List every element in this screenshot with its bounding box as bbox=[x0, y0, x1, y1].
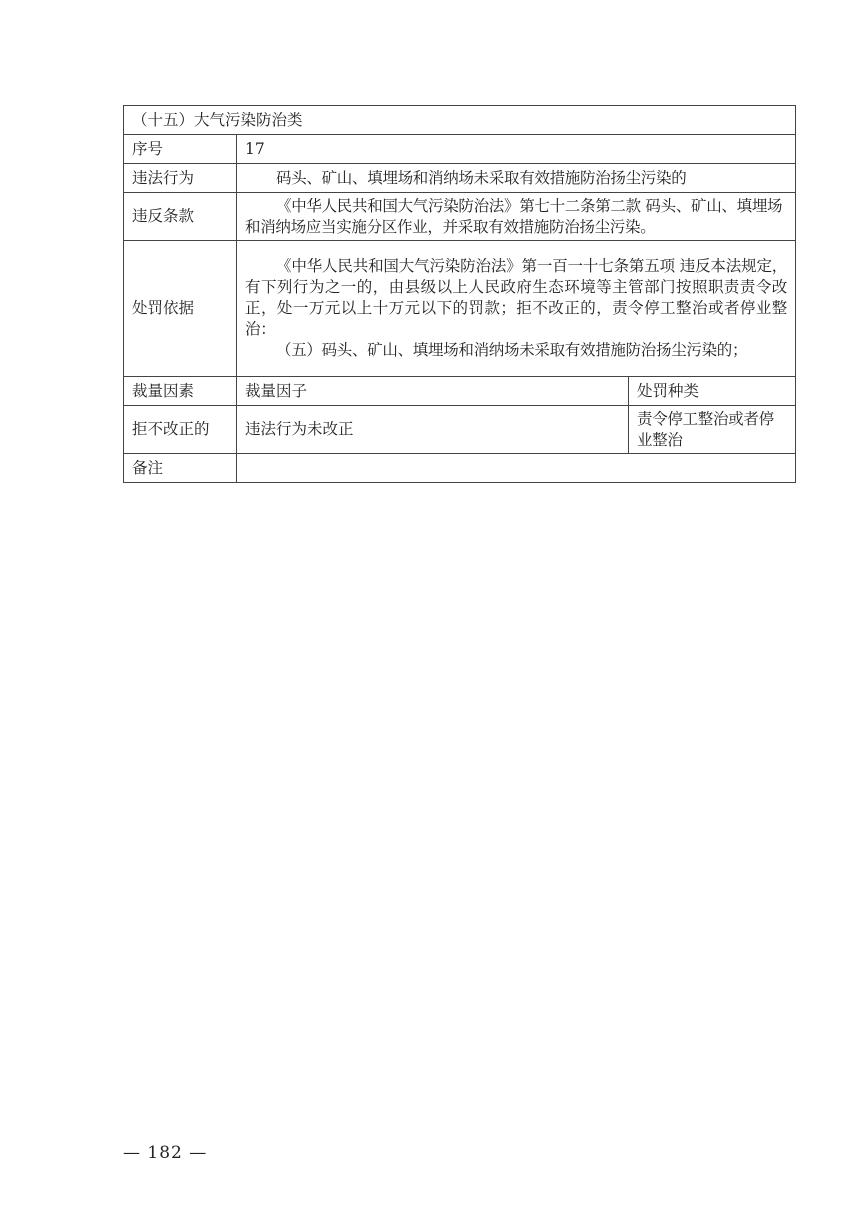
clause-text: 《中华人民共和国大气污染防治法》第七十二条第二款 码头、矿山、填埋场和消纳场应当实施分区作业，并采取有效措施防治扬尘污染。 bbox=[237, 193, 796, 241]
refuse-penalty: 责令停工整治或者停业整治 bbox=[629, 406, 796, 454]
basis-paragraph-2: （五）码头、矿山、填埋场和消纳场未采取有效措施防治扬尘污染的； bbox=[276, 341, 748, 359]
refuse-row bbox=[124, 406, 796, 454]
refuse-factor: 违法行为未改正 bbox=[237, 406, 629, 454]
basis-paragraph-1: 《中华人民共和国大气污染防治法》第一百一十七条第五项 违反本法规定，有下列行为之一的，由县级以上人民政府生态环境等主管部门按照职责责令改正，处一万元以上十万元以下的罚款；拒不改正的，责令停工整治或者停业整治： bbox=[245, 257, 788, 338]
basis-label: 处罚依据 bbox=[124, 241, 237, 377]
violation-text: 码头、矿山、填埋场和消纳场未采取有效措施防治扬尘污染的 bbox=[237, 164, 796, 193]
discretion-header-row bbox=[124, 377, 796, 406]
serial-label: 序号 bbox=[124, 135, 237, 164]
refuse-label: 拒不改正的 bbox=[124, 406, 237, 454]
remarks-value bbox=[237, 454, 796, 483]
section-title: （十五）大气污染防治类 bbox=[124, 106, 796, 135]
penalty-discretion-table bbox=[123, 105, 796, 483]
remarks-label: 备注 bbox=[124, 454, 237, 483]
serial-value: 17 bbox=[237, 135, 796, 164]
clause-label: 违反条款 bbox=[124, 193, 237, 241]
clause-row bbox=[124, 193, 796, 241]
penalty-header: 处罚种类 bbox=[629, 377, 796, 406]
serial-row bbox=[124, 135, 796, 164]
violation-label: 违法行为 bbox=[124, 164, 237, 193]
factor-header: 裁量因子 bbox=[237, 377, 629, 406]
page-number: — 182 — bbox=[123, 1143, 208, 1163]
basis-row bbox=[124, 241, 796, 377]
section-row bbox=[124, 106, 796, 135]
violation-row bbox=[124, 164, 796, 193]
basis-cell bbox=[237, 241, 796, 377]
remarks-row bbox=[124, 454, 796, 483]
discretion-label: 裁量因素 bbox=[124, 377, 237, 406]
